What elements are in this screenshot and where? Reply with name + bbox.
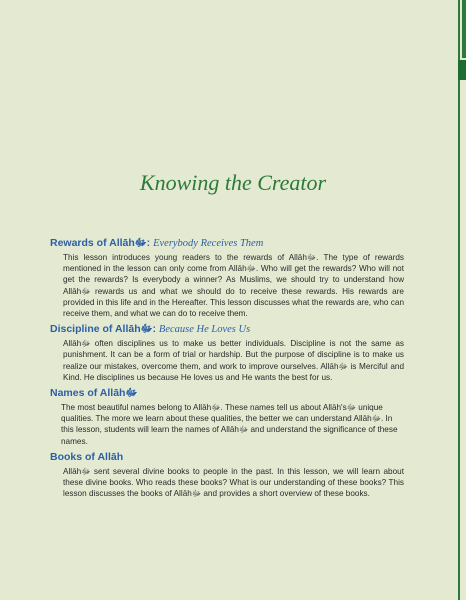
section-heading (50, 451, 406, 464)
section-heading (50, 387, 406, 400)
section-heading-text: Rewards of Allāhﷻ: (50, 237, 151, 249)
section-books (50, 451, 406, 500)
lesson-list (50, 237, 406, 503)
section-body: This lesson introduces young readers to the rewards of Allāhﷻ. The type of rewards mentioned in the lesson can only come from Allāhﷻ. Who will get the rewards? Who will not get the rewards? Is everybody a winner? As Muslims, we should try to understand how Allāhﷻ rewards us and what we should do to receive these rewards. His rewards are provided in this life and in the Hereafter. This lesson discusses what the rewards are, who can receive them, and what we can do to receive them. (63, 253, 404, 319)
section-body: The most beautiful names belong to Allāhﷻ. These names tell us about Allāh'sﷻ unique qualities. The more we learn about these qualities, the better we can understand Allāhﷻ. In this lesson, students will learn the names of Allāhﷻ and understand the significance of these names. (61, 403, 398, 446)
section-heading-text: Discipline of Allāhﷻ: (50, 323, 156, 336)
page-title: Knowing the Creator (139, 170, 327, 195)
section-names (50, 387, 406, 447)
section-heading (50, 237, 406, 250)
section-heading-text: Books of Allāh (50, 450, 124, 463)
section-heading (50, 323, 406, 336)
section-body: Allāhﷻ sent several divine books to people in the past. In this lesson, we will learn about these divine books. Who reads these books? What is our understanding of these books? This lesson discusses the books of Allāhﷻ and provides a short overview of these books. (63, 466, 404, 499)
page-edge-line (458, 0, 460, 600)
section-subheading: Everybody Receives Them (153, 238, 264, 249)
section-rewards (50, 237, 406, 319)
page-edge-bar (462, 0, 466, 58)
section-heading-text: Names of Allāhﷻ (50, 387, 138, 400)
section-body: Allāhﷻ often disciplines us to make us better individuals. Discipline is not the same as punishment. It can be a form of trial or hardship. But the purpose of discipline is to make us realize our mistakes, overcome them, and work to improve ourselves. Allāhﷻ is Merciful and Kind. He disciplines us because He loves us and He wants the best for us. (63, 339, 404, 382)
section-discipline (50, 323, 406, 383)
section-subheading: Because He Loves Us (158, 324, 251, 336)
page-edge-tab (458, 60, 466, 80)
